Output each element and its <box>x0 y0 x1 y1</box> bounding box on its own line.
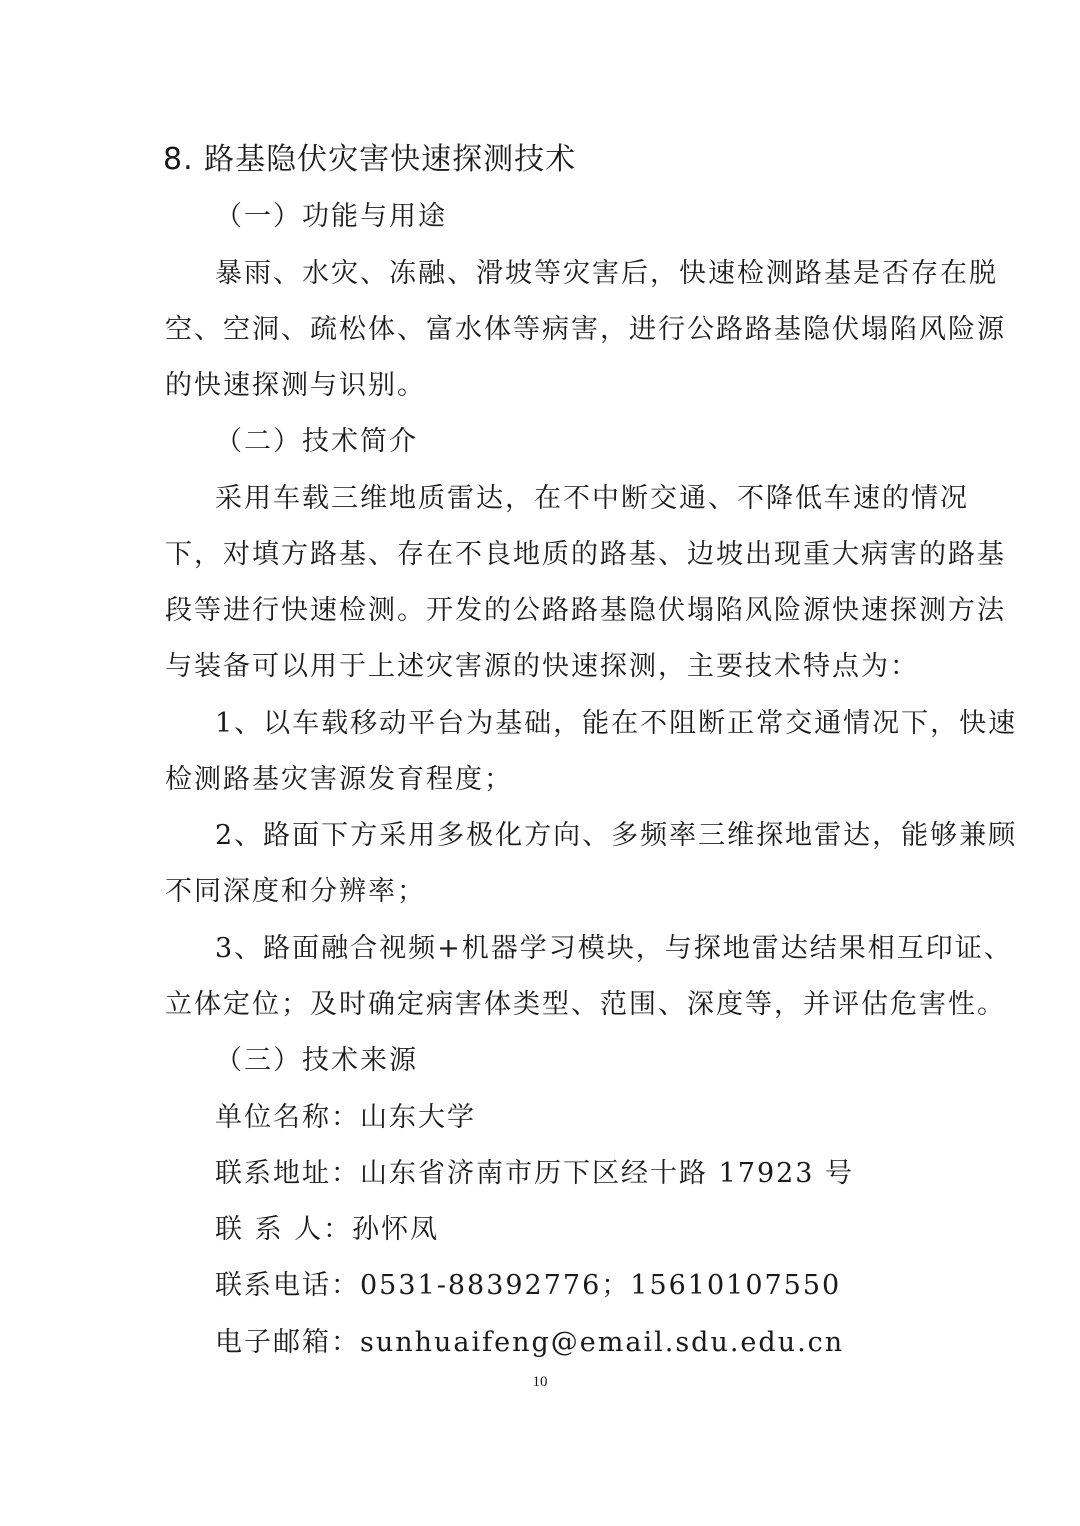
subsection-title-intro: （二）技术简介 <box>215 426 418 457</box>
contact-person: 联 系 人：孙怀凤 <box>215 1214 440 1245</box>
contact-address: 联系地址：山东省济南市历下区经十路 17923 号 <box>215 1158 855 1189</box>
paragraph-line: 段等进行快速检测。开发的公路路基隐伏塌陷风险源快速探测方法 <box>165 595 1006 626</box>
feature-point-2: 2、路面下方采用多极化方向、多频率三维探地雷达，能够兼顾 <box>215 820 1018 851</box>
section-heading: 8. 路基隐伏灾害快速探测技术 <box>163 142 577 177</box>
subsection-title-source: （三）技术来源 <box>215 1045 418 1076</box>
paragraph-line: 暴雨、水灾、冻融、滑坡等灾害后，快速检测路基是否存在脱 <box>215 258 998 289</box>
page-number: 10 <box>532 1374 548 1390</box>
feature-point-1-continued: 检测路基灾害源发育程度； <box>165 764 513 795</box>
paragraph-line: 采用车载三维地质雷达，在不中断交通、不降低车速的情况 <box>215 483 969 514</box>
feature-point-2-continued: 不同深度和分辨率； <box>165 876 426 907</box>
feature-point-3-continued: 立体定位；及时确定病害体类型、范围、深度等，并评估危害性。 <box>165 989 1006 1020</box>
feature-point-1: 1、以车载移动平台为基础，能在不阻断正常交通情况下，快速 <box>215 708 1018 739</box>
subsection-title-function: （一）功能与用途 <box>215 201 447 232</box>
feature-point-3: 3、路面融合视频+机器学习模块，与探地雷达结果相互印证、 <box>215 933 1013 964</box>
paragraph-line: 与装备可以用于上述灾害源的快速探测，主要技术特点为： <box>165 651 919 682</box>
paragraph-line: 的快速探测与识别。 <box>165 370 426 401</box>
unit-name: 单位名称：山东大学 <box>215 1102 476 1133</box>
contact-email: 电子邮箱：sunhuaifeng@email.sdu.edu.cn <box>215 1327 845 1358</box>
paragraph-line: 空、空洞、疏松体、富水体等病害，进行公路路基隐伏塌陷风险源 <box>165 314 1006 345</box>
paragraph-line: 下，对填方路基、存在不良地质的路基、边坡出现重大病害的路基 <box>165 539 1006 570</box>
contact-phone: 联系电话：0531-88392776；15610107550 <box>215 1270 842 1301</box>
